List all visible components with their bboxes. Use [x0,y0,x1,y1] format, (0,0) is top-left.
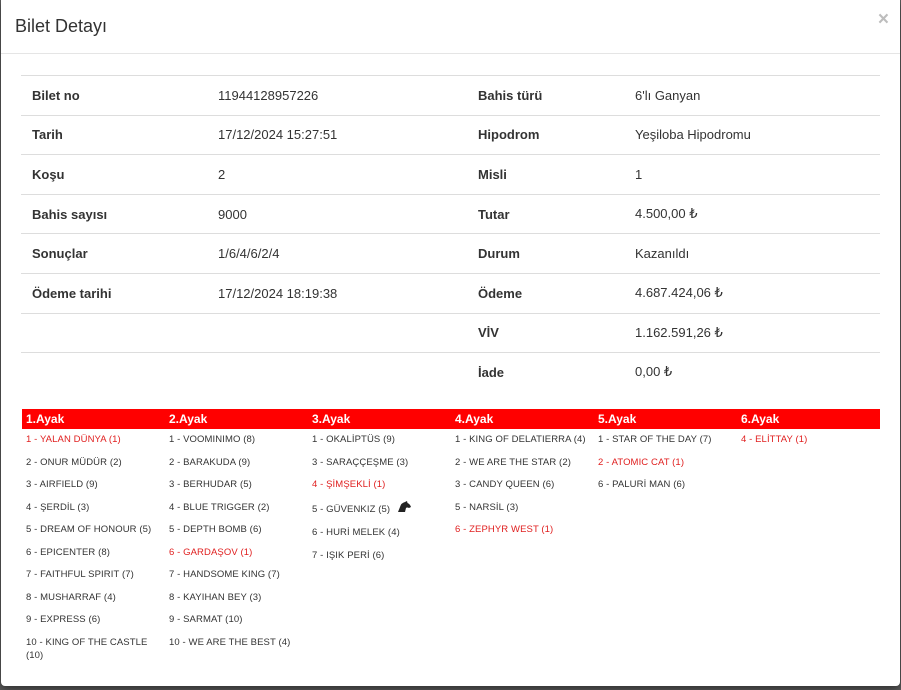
detail-value: 0,00 ₺ [624,353,880,392]
detail-label: Sonuçlar [21,234,207,274]
horse-entry-label: 3 - AIRFIELD (9) [26,479,98,490]
modal-header [1,0,900,54]
horse-entry [22,564,165,587]
ticket-details-table [21,75,880,392]
horse-entry-label: 8 - MUSHARRAF (4) [26,591,116,603]
horse-entry [165,452,308,475]
details-row [21,353,880,392]
detail-value: 4.687.424,06 ₺ [624,273,880,313]
horse-entry-label: 9 - EXPRESS (6) [26,614,101,625]
horse-entry-label: 1 - KING OF DELATIERRA (4) [455,434,586,445]
horse-entry [451,452,594,475]
horse-entry [165,609,308,632]
detail-value: Yeşiloba Hipodromu [624,115,880,155]
leg-header: 6.Ayak [737,409,880,429]
horse-entry [451,429,594,452]
detail-label: Misli [467,155,624,195]
horse-entry-label: 2 - BARAKUDA (9) [169,456,251,468]
detail-label: Tarih [21,115,207,155]
horse-entry [451,497,594,520]
details-row [21,273,880,313]
detail-value [207,313,467,353]
detail-label: VİV [467,313,624,353]
horse-entry-label: 5 - GÜVENKIZ (5) [312,503,391,515]
horse-entry-label: 9 - SARMAT (10) [169,614,243,625]
horse-entry [22,429,165,452]
details-row [21,155,880,195]
detail-value: 11944128957226 [207,76,467,116]
horse-entry [165,474,308,497]
leg-header: 4.Ayak [451,409,594,429]
horse-entry-label: 6 - EPICENTER (8) [26,546,111,558]
horse-entry [22,632,165,668]
detail-label: Bilet no [21,76,207,116]
horse-entry [22,542,165,565]
close-button[interactable]: × [877,9,889,30]
detail-label: İade [467,353,624,392]
detail-label: Ödeme tarihi [21,273,207,313]
horse-entry [594,429,737,452]
horse-entry [165,497,308,520]
leg-column [165,409,308,668]
detail-value: 2 [207,155,467,195]
horse-entry [308,522,451,545]
leg-header: 2.Ayak [165,409,308,429]
horse-entry-label: 10 - KING OF THE CASTLE (10) [26,636,148,661]
detail-label: Bahis türü [467,76,624,116]
horse-entry [22,609,165,632]
leg-column [594,409,737,668]
horse-entry-label: 8 - KAYIHAN BEY (3) [169,591,262,603]
legs-grid [22,409,880,668]
leg-column [22,409,165,668]
detail-value: 1.162.591,26 ₺ [624,313,880,353]
horse-entry-label: 6 - PALURİ MAN (6) [598,479,686,490]
horse-head-icon [396,501,412,518]
horse-entry [22,497,165,520]
detail-label [21,313,207,353]
horse-entry [594,474,737,497]
detail-value: Kazanıldı [624,234,880,274]
horse-entry [22,474,165,497]
horse-entry [165,564,308,587]
detail-value [207,353,467,392]
horse-entry-label: 6 - GARDAŞOV (1) [169,546,253,558]
detail-value: 17/12/2024 18:19:38 [207,273,467,313]
horse-entry [22,452,165,475]
horse-entry [22,587,165,610]
detail-label [21,353,207,392]
detail-value: 6'lı Ganyan [624,76,880,116]
horse-entry-label: 2 - WE ARE THE STAR (2) [455,456,571,468]
leg-column [308,409,451,668]
horse-entry-label: 5 - NARSİL (3) [455,501,519,513]
horse-entry-label: 6 - ZEPHYR WEST (1) [455,524,554,535]
leg-header: 3.Ayak [308,409,451,429]
horse-entry-label: 7 - HANDSOME KING (7) [169,569,280,580]
details-row [21,234,880,274]
horse-entry [737,429,880,452]
horse-entry-label: 5 - DREAM OF HONOUR (5) [26,524,152,535]
details-row [21,313,880,353]
horse-entry-label: 3 - CANDY QUEEN (6) [455,479,555,490]
horse-entry-label: 7 - FAITHFUL SPIRIT (7) [26,569,134,580]
detail-value: 1 [624,155,880,195]
horse-entry [165,587,308,610]
horse-entry [308,452,451,475]
leg-column [737,409,880,668]
horse-entry [308,497,451,523]
horse-entry-label: 3 - SARAÇÇEŞME (3) [312,456,409,468]
details-row [21,76,880,116]
horse-entry-label: 1 - YALAN DÜNYA (1) [26,434,121,445]
ticket-detail-modal [1,0,900,686]
horse-entry-label: 1 - STAR OF THE DAY (7) [598,434,712,445]
horse-entry-label: 4 - ELİTTAY (1) [741,434,808,445]
horse-entry-label: 2 - ONUR MÜDÜR (2) [26,456,122,468]
detail-value: 4.500,00 ₺ [624,194,880,234]
horse-entry [308,545,451,568]
horse-entry [451,474,594,497]
horse-entry-label: 4 - BLUE TRIGGER (2) [169,501,270,513]
leg-column [451,409,594,668]
leg-header: 1.Ayak [22,409,165,429]
detail-value: 17/12/2024 15:27:51 [207,115,467,155]
detail-label: Ödeme [467,273,624,313]
modal-title: Bilet Detayı [15,16,108,36]
leg-header: 5.Ayak [594,409,737,429]
horse-entry-label: 7 - IŞIK PERİ (6) [312,549,385,561]
horse-entry [308,474,451,497]
horse-entry [22,519,165,542]
details-row [21,194,880,234]
horse-entry [308,429,451,452]
horse-entry-label: 4 - ŞİMŞEKLİ (1) [312,479,386,490]
horse-entry [594,452,737,475]
horse-entry-label: 1 - VOOMINIMO (8) [169,434,256,445]
horse-entry-label: 4 - ŞERDİL (3) [26,501,90,513]
horse-entry [165,429,308,452]
horse-entry [165,632,308,655]
horse-entry-label: 10 - WE ARE THE BEST (4) [169,636,291,648]
details-row [21,115,880,155]
horse-entry-label: 5 - DEPTH BOMB (6) [169,524,262,535]
horse-entry-label: 3 - BERHUDAR (5) [169,479,252,490]
horse-entry [451,519,594,542]
detail-value: 1/6/4/6/2/4 [207,234,467,274]
horse-entry [165,519,308,542]
detail-label: Tutar [467,194,624,234]
detail-value: 9000 [207,194,467,234]
horse-entry-label: 2 - ATOMIC CAT (1) [598,456,685,468]
horse-entry-label: 6 - HURİ MELEK (4) [312,527,400,538]
horse-entry [165,542,308,565]
detail-label: Koşu [21,155,207,195]
detail-label: Hipodrom [467,115,624,155]
detail-label: Durum [467,234,624,274]
horse-entry-label: 1 - OKALİPTÜS (9) [312,434,395,445]
detail-label: Bahis sayısı [21,194,207,234]
